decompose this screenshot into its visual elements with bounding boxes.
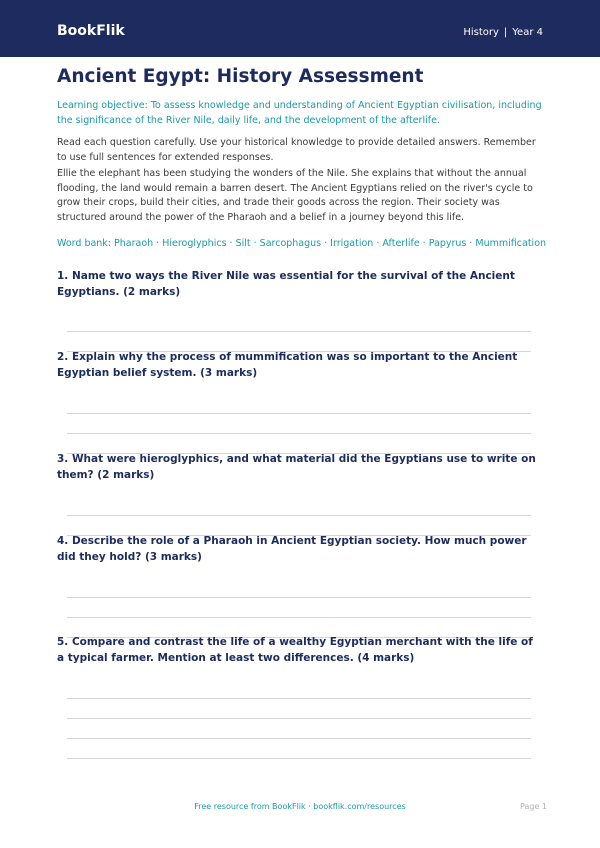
answer-line[interactable] [67,718,531,719]
page-number: Page 1 [520,802,547,811]
question-4: 4. Describe the role of a Pharaoh in Ancient Egyptian society. How much power did they hold? (3 marks) [57,535,527,563]
question-2: 2. Explain why the process of mummification was so important to the Ancient Egyptian belief system. (3 marks) [57,351,518,379]
answer-line[interactable] [67,597,531,598]
answer-line[interactable] [67,698,531,699]
learning-objective: Learning objective: To assess knowledge and understanding of Ancient Egyptian civilisation, including the significance of the River Nile, daily life, and the development of the afterlife. [57,100,542,126]
answer-line[interactable] [67,515,531,516]
year-label: Year 4 [512,27,543,38]
header-meta [463,27,543,38]
story-text: Ellie the elephant has been studying the wonders of the Nile. She explains that without the annual flooding, the land would remain a barren desert. The Ancient Egyptians relied on the river's cycle to grow their crops, build their cities, and trade their goods across the region. Their society was structured around the power of the Pharaoh and a belief in a journey beyond this life. [57,168,533,223]
brand-logo[interactable]: BookFlik [57,23,125,39]
word-bank: Word bank: Pharaoh · Hieroglyphics · Silt · Sarcophagus · Irrigation · Afterlife · Papyrus · Mummification [57,238,547,249]
question-3: 3. What were hieroglyphics, and what material did the Egyptians use to write on them? (2 marks) [57,453,536,481]
meta-separator: | [503,27,508,38]
instructions: Read each question carefully. Use your historical knowledge to provide detailed answers. Remember to use full sentences for extended responses. [57,137,536,163]
footer-resource-link[interactable]: Free resource from BookFlik · bookflik.com/resources [194,802,406,811]
answer-line[interactable] [67,331,531,332]
answer-line[interactable] [67,433,531,434]
page-title: Ancient Egypt: History Assessment [57,66,424,87]
question-5: 5. Compare and contrast the life of a wealthy Egyptian merchant with the life of a typical farmer. Mention at least two differences. (4 marks) [57,636,533,664]
page-header [0,0,600,57]
answer-line[interactable] [67,617,531,618]
answer-line[interactable] [67,738,531,739]
answer-line[interactable] [67,413,531,414]
question-1: 1. Name two ways the River Nile was essential for the survival of the Ancient Egyptians. (2 marks) [57,270,515,298]
subject-label: History [463,27,499,38]
answer-line[interactable] [67,758,531,759]
